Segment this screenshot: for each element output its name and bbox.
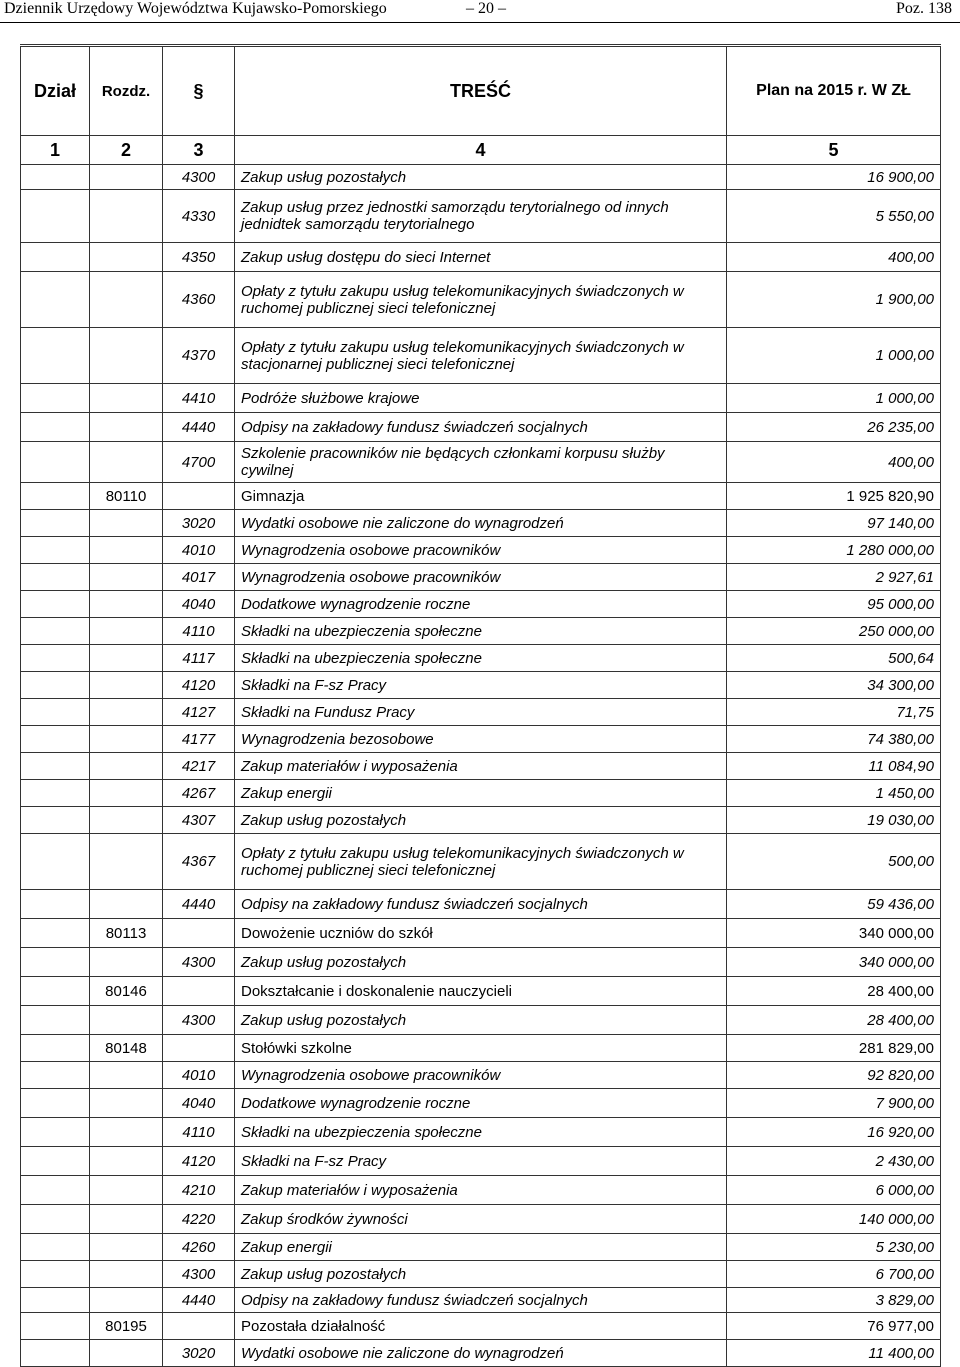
cell-dzial [21, 384, 90, 413]
cell-description: Zakup usług dostępu do sieci Internet [235, 243, 727, 272]
cell-amount: 140 000,00 [727, 1205, 941, 1234]
cell-paragraph [163, 919, 235, 948]
cell-amount: 500,64 [727, 645, 941, 672]
cell-amount: 1 000,00 [727, 328, 941, 384]
table-row [21, 413, 941, 442]
cell-description: Opłaty z tytułu zakupu usług telekomunikacyjnych świadczonych w ruchomej publicznej sieci telefonicznej [235, 272, 727, 328]
cell-amount: 28 400,00 [727, 977, 941, 1006]
table-row [21, 1313, 941, 1340]
table-row [21, 1147, 941, 1176]
cell-paragraph: 4260 [163, 1234, 235, 1261]
cell-rozdzial [90, 384, 163, 413]
cell-rozdzial [90, 537, 163, 564]
cell-dzial [21, 328, 90, 384]
header-rozdz: Rozdz. [90, 46, 163, 136]
cell-rozdzial: 80146 [90, 977, 163, 1006]
cell-amount: 500,00 [727, 834, 941, 890]
cell-amount: 76 977,00 [727, 1313, 941, 1340]
cell-rozdzial [90, 807, 163, 834]
header-paragraph: § [163, 46, 235, 136]
table-row [21, 977, 941, 1006]
cell-dzial [21, 564, 90, 591]
cell-amount: 16 900,00 [727, 165, 941, 190]
column-number: 1 [21, 136, 90, 165]
cell-rozdzial [90, 1118, 163, 1147]
cell-rozdzial [90, 442, 163, 483]
cell-rozdzial [90, 190, 163, 243]
cell-dzial [21, 442, 90, 483]
cell-rozdzial [90, 510, 163, 537]
cell-amount: 400,00 [727, 243, 941, 272]
cell-amount: 5 550,00 [727, 190, 941, 243]
cell-paragraph: 4040 [163, 1089, 235, 1118]
table-row [21, 165, 941, 190]
column-number: 5 [727, 136, 941, 165]
cell-dzial [21, 510, 90, 537]
cell-paragraph: 4330 [163, 190, 235, 243]
table-row [21, 672, 941, 699]
cell-paragraph: 3020 [163, 1340, 235, 1367]
cell-description: Zakup usług pozostałych [235, 948, 727, 977]
cell-rozdzial [90, 1062, 163, 1089]
cell-amount: 1 000,00 [727, 384, 941, 413]
table-row [21, 272, 941, 328]
cell-dzial [21, 1006, 90, 1035]
column-number-row [21, 136, 941, 165]
cell-paragraph: 4010 [163, 1062, 235, 1089]
cell-description: Stołówki szkolne [235, 1035, 727, 1062]
cell-description: Wydatki osobowe nie zaliczone do wynagrodzeń [235, 510, 727, 537]
cell-paragraph: 4120 [163, 672, 235, 699]
table-row [21, 890, 941, 919]
table-row [21, 807, 941, 834]
cell-description: Składki na F-sz Pracy [235, 672, 727, 699]
cell-amount: 28 400,00 [727, 1006, 941, 1035]
position-number: Poz. 138 [896, 0, 952, 17]
cell-rozdzial [90, 753, 163, 780]
cell-description: Szkolenie pracowników nie będących członkami korpusu służby cywilnej [235, 442, 727, 483]
cell-rozdzial [90, 1234, 163, 1261]
cell-description: Podróże służbowe krajowe [235, 384, 727, 413]
cell-paragraph: 4040 [163, 591, 235, 618]
cell-amount: 16 920,00 [727, 1118, 941, 1147]
cell-description: Wydatki osobowe nie zaliczone do wynagrodzeń [235, 1340, 727, 1367]
cell-amount: 7 900,00 [727, 1089, 941, 1118]
cell-paragraph: 4370 [163, 328, 235, 384]
cell-description: Odpisy na zakładowy fundusz świadczeń socjalnych [235, 413, 727, 442]
cell-amount: 6 000,00 [727, 1176, 941, 1205]
cell-dzial [21, 1176, 90, 1205]
cell-rozdzial [90, 780, 163, 807]
cell-dzial [21, 807, 90, 834]
cell-paragraph: 4307 [163, 807, 235, 834]
cell-description: Dodatkowe wynagrodzenie roczne [235, 1089, 727, 1118]
cell-paragraph: 4210 [163, 1176, 235, 1205]
cell-dzial [21, 1062, 90, 1089]
column-number: 2 [90, 136, 163, 165]
cell-paragraph: 4017 [163, 564, 235, 591]
cell-dzial [21, 1089, 90, 1118]
cell-paragraph: 4010 [163, 537, 235, 564]
cell-dzial [21, 672, 90, 699]
page-number: – 20 – [466, 0, 506, 17]
cell-dzial [21, 699, 90, 726]
cell-description: Gimnazja [235, 483, 727, 510]
cell-dzial [21, 165, 90, 190]
running-head [0, 0, 960, 23]
table-row [21, 243, 941, 272]
cell-paragraph: 4110 [163, 1118, 235, 1147]
cell-dzial [21, 272, 90, 328]
cell-amount: 26 235,00 [727, 413, 941, 442]
cell-paragraph: 4410 [163, 384, 235, 413]
cell-amount: 11 084,90 [727, 753, 941, 780]
cell-rozdzial: 80195 [90, 1313, 163, 1340]
cell-amount: 1 450,00 [727, 780, 941, 807]
cell-description: Wynagrodzenia bezosobowe [235, 726, 727, 753]
cell-amount: 6 700,00 [727, 1261, 941, 1288]
cell-dzial [21, 1234, 90, 1261]
cell-description: Składki na F-sz Pracy [235, 1147, 727, 1176]
cell-rozdzial [90, 413, 163, 442]
cell-description: Zakup materiałów i wyposażenia [235, 1176, 727, 1205]
table-row [21, 190, 941, 243]
header-dzial: Dział [21, 46, 90, 136]
table-row [21, 1261, 941, 1288]
cell-amount: 59 436,00 [727, 890, 941, 919]
table-row [21, 510, 941, 537]
cell-paragraph [163, 1035, 235, 1062]
cell-dzial [21, 948, 90, 977]
table-row [21, 564, 941, 591]
cell-dzial [21, 1313, 90, 1340]
table-row [21, 699, 941, 726]
cell-amount: 95 000,00 [727, 591, 941, 618]
cell-rozdzial [90, 1261, 163, 1288]
cell-amount: 340 000,00 [727, 919, 941, 948]
table-row [21, 726, 941, 753]
cell-rozdzial [90, 591, 163, 618]
cell-rozdzial [90, 1147, 163, 1176]
cell-description: Wynagrodzenia osobowe pracowników [235, 1062, 727, 1089]
cell-amount: 2 927,61 [727, 564, 941, 591]
table-row [21, 483, 941, 510]
cell-rozdzial [90, 1176, 163, 1205]
cell-description: Dodatkowe wynagrodzenie roczne [235, 591, 727, 618]
cell-rozdzial [90, 672, 163, 699]
cell-description: Opłaty z tytułu zakupu usług telekomunikacyjnych świadczonych w stacjonarnej publicznej sieci telefonicznej [235, 328, 727, 384]
cell-amount: 97 140,00 [727, 510, 941, 537]
cell-paragraph: 4440 [163, 890, 235, 919]
cell-paragraph [163, 1313, 235, 1340]
cell-description: Zakup materiałów i wyposażenia [235, 753, 727, 780]
table-row [21, 645, 941, 672]
cell-paragraph: 4220 [163, 1205, 235, 1234]
cell-description: Dowożenie uczniów do szkół [235, 919, 727, 948]
cell-description: Składki na ubezpieczenia społeczne [235, 1118, 727, 1147]
table-row [21, 1205, 941, 1234]
table-row [21, 1176, 941, 1205]
table-row [21, 1118, 941, 1147]
table-row [21, 537, 941, 564]
cell-amount: 281 829,00 [727, 1035, 941, 1062]
cell-dzial [21, 1205, 90, 1234]
cell-rozdzial [90, 890, 163, 919]
cell-dzial [21, 591, 90, 618]
cell-dzial [21, 243, 90, 272]
table-row [21, 328, 941, 384]
cell-dzial [21, 413, 90, 442]
cell-rozdzial [90, 645, 163, 672]
cell-rozdzial [90, 834, 163, 890]
cell-description: Odpisy na zakładowy fundusz świadczeń socjalnych [235, 1288, 727, 1313]
column-number: 4 [235, 136, 727, 165]
cell-description: Zakup usług pozostałych [235, 807, 727, 834]
cell-rozdzial [90, 1340, 163, 1367]
cell-paragraph: 4440 [163, 413, 235, 442]
cell-dzial [21, 618, 90, 645]
cell-rozdzial [90, 948, 163, 977]
cell-description: Zakup usług pozostałych [235, 1006, 727, 1035]
cell-rozdzial: 80113 [90, 919, 163, 948]
table-row [21, 919, 941, 948]
cell-paragraph: 4360 [163, 272, 235, 328]
cell-description: Składki na ubezpieczenia społeczne [235, 618, 727, 645]
header-row [21, 46, 941, 136]
cell-description: Zakup energii [235, 780, 727, 807]
cell-dzial [21, 1340, 90, 1367]
cell-dzial [21, 645, 90, 672]
cell-dzial [21, 890, 90, 919]
cell-paragraph: 4177 [163, 726, 235, 753]
cell-rozdzial [90, 726, 163, 753]
cell-amount: 11 400,00 [727, 1340, 941, 1367]
cell-paragraph: 4267 [163, 780, 235, 807]
cell-paragraph: 4120 [163, 1147, 235, 1176]
cell-dzial [21, 834, 90, 890]
cell-amount: 1 925 820,90 [727, 483, 941, 510]
cell-amount: 74 380,00 [727, 726, 941, 753]
table-row [21, 1062, 941, 1089]
cell-rozdzial [90, 1205, 163, 1234]
cell-description: Wynagrodzenia osobowe pracowników [235, 564, 727, 591]
cell-amount: 400,00 [727, 442, 941, 483]
budget-table [20, 44, 941, 1367]
table-row [21, 1288, 941, 1313]
cell-amount: 3 829,00 [727, 1288, 941, 1313]
cell-amount: 2 430,00 [727, 1147, 941, 1176]
cell-rozdzial [90, 1288, 163, 1313]
cell-paragraph: 4300 [163, 1006, 235, 1035]
cell-dzial [21, 726, 90, 753]
cell-description: Zakup usług pozostałych [235, 165, 727, 190]
cell-description: Pozostała działalność [235, 1313, 727, 1340]
cell-rozdzial [90, 243, 163, 272]
cell-amount: 1 900,00 [727, 272, 941, 328]
cell-description: Składki na Fundusz Pracy [235, 699, 727, 726]
table-row [21, 591, 941, 618]
cell-dzial [21, 919, 90, 948]
table-row [21, 780, 941, 807]
cell-rozdzial [90, 1006, 163, 1035]
cell-amount: 92 820,00 [727, 1062, 941, 1089]
table-row [21, 1035, 941, 1062]
cell-description: Odpisy na zakładowy fundusz świadczeń socjalnych [235, 890, 727, 919]
cell-amount: 19 030,00 [727, 807, 941, 834]
cell-paragraph: 4300 [163, 1261, 235, 1288]
cell-rozdzial [90, 328, 163, 384]
cell-paragraph: 4127 [163, 699, 235, 726]
table-row [21, 1089, 941, 1118]
cell-dzial [21, 1118, 90, 1147]
cell-amount: 5 230,00 [727, 1234, 941, 1261]
column-number: 3 [163, 136, 235, 165]
cell-paragraph [163, 977, 235, 1006]
cell-dzial [21, 977, 90, 1006]
cell-paragraph: 4300 [163, 165, 235, 190]
cell-rozdzial [90, 618, 163, 645]
cell-paragraph: 3020 [163, 510, 235, 537]
cell-description: Opłaty z tytułu zakupu usług telekomunikacyjnych świadczonych w ruchomej publicznej sieci telefonicznej [235, 834, 727, 890]
table-row [21, 948, 941, 977]
table-row [21, 384, 941, 413]
cell-rozdzial: 80110 [90, 483, 163, 510]
journal-title: Dziennik Urzędowy Województwa Kujawsko-Pomorskiego [4, 0, 387, 17]
cell-paragraph: 4440 [163, 1288, 235, 1313]
header-tresc: TREŚĆ [235, 46, 727, 136]
cell-description: Zakup usług pozostałych [235, 1261, 727, 1288]
cell-dzial [21, 190, 90, 243]
cell-rozdzial: 80148 [90, 1035, 163, 1062]
cell-dzial [21, 483, 90, 510]
table-row [21, 618, 941, 645]
cell-dzial [21, 537, 90, 564]
cell-paragraph: 4217 [163, 753, 235, 780]
cell-amount: 340 000,00 [727, 948, 941, 977]
table-row [21, 1340, 941, 1367]
cell-description: Składki na ubezpieczenia społeczne [235, 645, 727, 672]
cell-amount: 250 000,00 [727, 618, 941, 645]
table-row [21, 834, 941, 890]
cell-paragraph: 4117 [163, 645, 235, 672]
cell-dzial [21, 1261, 90, 1288]
cell-paragraph [163, 483, 235, 510]
cell-amount: 34 300,00 [727, 672, 941, 699]
cell-paragraph: 4700 [163, 442, 235, 483]
table-row [21, 1234, 941, 1261]
table-row [21, 442, 941, 483]
table-row [21, 1006, 941, 1035]
cell-amount: 71,75 [727, 699, 941, 726]
cell-amount: 1 280 000,00 [727, 537, 941, 564]
cell-description: Zakup energii [235, 1234, 727, 1261]
cell-paragraph: 4110 [163, 618, 235, 645]
cell-dzial [21, 753, 90, 780]
cell-dzial [21, 780, 90, 807]
table-row [21, 753, 941, 780]
cell-description: Dokształcanie i doskonalenie nauczycieli [235, 977, 727, 1006]
cell-dzial [21, 1035, 90, 1062]
cell-description: Zakup środków żywności [235, 1205, 727, 1234]
cell-rozdzial [90, 564, 163, 591]
cell-paragraph: 4300 [163, 948, 235, 977]
table-body [21, 165, 941, 1367]
cell-dzial [21, 1147, 90, 1176]
cell-description: Wynagrodzenia osobowe pracowników [235, 537, 727, 564]
cell-paragraph: 4350 [163, 243, 235, 272]
cell-rozdzial [90, 699, 163, 726]
header-plan: Plan na 2015 r. W ZŁ [727, 46, 941, 136]
cell-rozdzial [90, 1089, 163, 1118]
cell-paragraph: 4367 [163, 834, 235, 890]
cell-description: Zakup usług przez jednostki samorządu terytorialnego od innych jednidtek samorządu terytorialnego [235, 190, 727, 243]
cell-rozdzial [90, 165, 163, 190]
cell-rozdzial [90, 272, 163, 328]
cell-dzial [21, 1288, 90, 1313]
